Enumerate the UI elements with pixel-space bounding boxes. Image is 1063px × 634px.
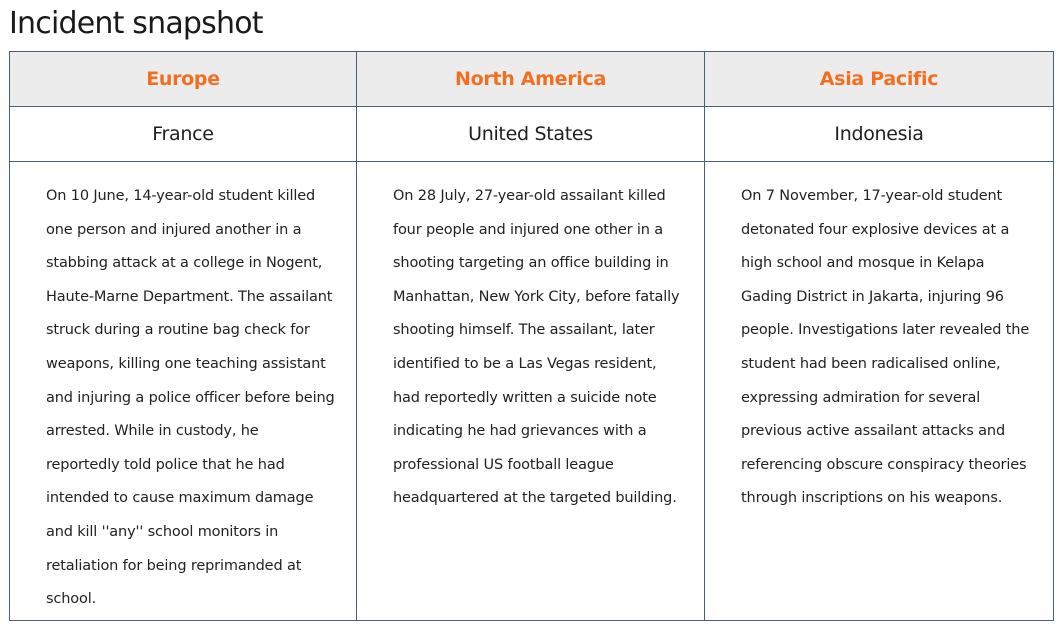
region-cell-asia-pacific [705, 52, 1054, 107]
country-label: France [152, 123, 214, 145]
incident-table [9, 51, 1054, 621]
region-label: Asia Pacific [819, 68, 939, 90]
page-title: Incident snapshot [9, 6, 263, 41]
country-label: Indonesia [834, 123, 924, 145]
country-cell-france [10, 107, 357, 162]
region-label: North America [454, 68, 606, 90]
incident-description: On 10 June, 14-year-old student killed one person and injured another in a stabbing attack at a college in Nogent, Haute-Marne Department. The assailant struck during a routine bag check for weapons, killing one teaching assistant and injuring a police officer before being arrested. While in custody, he reportedly told police that he had intended to cause maximum damage and kill ''any'' school monitors in retaliation for being reprimanded at school. [46, 188, 335, 608]
region-cell-europe [10, 52, 357, 107]
description-cell-united-states [357, 162, 705, 621]
incident-description: On 28 July, 27-year-old assailant killed four people and injured one other in a shooting targeting an office building in Manhattan, New York City, before fatally shooting himself. The assailant, later identified to be a Las Vegas resident, had reportedly written a suicide note indicating he had grievances with a professional US football league headquartered at the targeted building. [393, 188, 680, 507]
description-cell-france [10, 162, 357, 621]
country-row [10, 107, 1054, 162]
region-cell-north-america [357, 52, 705, 107]
country-cell-indonesia [705, 107, 1054, 162]
description-row [10, 162, 1054, 621]
incident-description: On 7 November, 17-year-old student detonated four explosive devices at a high school and mosque in Kelapa Gading District in Jakarta, injuring 96 people. Investigations later revealed the student had been radicalised online, expressing admiration for several previous active assailant attacks and referencing obscure conspiracy theories through inscriptions on his weapons. [741, 188, 1030, 507]
country-cell-united-states [357, 107, 705, 162]
country-label: United States [468, 123, 593, 145]
region-label: Europe [146, 68, 220, 90]
description-cell-indonesia [705, 162, 1054, 621]
region-header-row [10, 52, 1054, 107]
